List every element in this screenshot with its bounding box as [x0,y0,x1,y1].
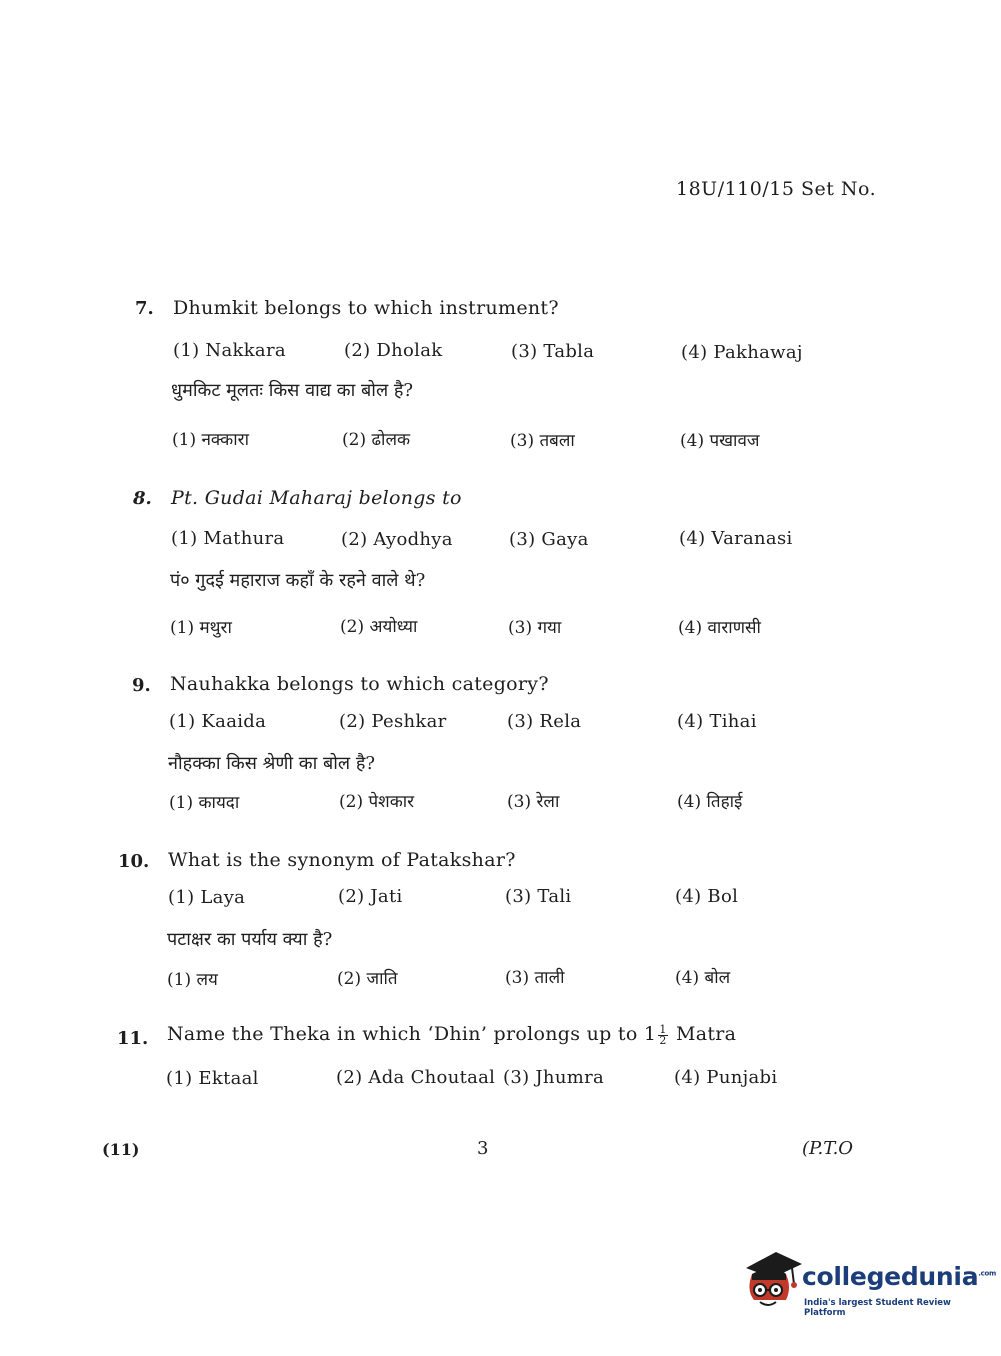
footer-set-code: (11) [102,1140,140,1159]
option-4-en: (4) Punjabi [674,1067,778,1088]
option-3-en: (3) Rela [507,711,582,732]
option-3-en: (3) Tabla [511,341,595,362]
option-1-en: (1) Kaaida [169,711,267,732]
option-4-en: (4) Pakhawaj [681,342,803,363]
fraction [658,1022,667,1047]
logo-domain: .com [978,1269,996,1278]
option-2-hi: (2) ढोलक [342,430,411,450]
option-1-hi: (1) नक्कारा [172,430,249,450]
option-4-hi: (4) पखावज [680,431,760,451]
option-1-en: (1) Mathura [171,528,285,549]
option-2-en: (2) Jati [338,886,403,907]
question-text-hi: पटाक्षर का पर्याय क्या है? [167,929,333,950]
mascot-icon [742,1250,804,1316]
option-1-en: (1) Laya [168,887,246,908]
question-text-en: What is the synonym of Patakshar? [168,849,516,871]
question-text-hi: पं० गुदई महाराज कहाँ के रहने वाले थे? [170,570,426,591]
option-2-hi: (2) पेशकार [339,792,415,812]
question-text-en: Pt. Gudai Maharaj belongs to [171,487,462,509]
option-4-en: (4) Varanasi [679,528,793,549]
logo-wordmark [802,1262,996,1291]
logo-name: collegedunia [802,1262,979,1291]
question-text-en: Nauhakka belongs to which category? [170,673,549,695]
option-1-hi: (1) मथुरा [170,618,232,638]
option-2-hi: (2) जाति [337,969,398,989]
option-4-en: (4) Bol [675,886,739,907]
option-3-hi: (3) तबला [510,431,575,451]
option-4-en: (4) Tihai [677,711,757,732]
option-4-hi: (4) वाराणसी [678,618,761,638]
question-text-part: Matra [669,1023,737,1045]
paper-code: 18U/110/15 Set No. [676,178,877,200]
logo-tagline: India's largest Student Review Platform [804,1298,951,1318]
option-1-en: (1) Ektaal [166,1068,259,1089]
question-number: 9. [132,675,151,696]
question-text-en [167,1023,736,1046]
option-4-hi: (4) तिहाई [677,792,743,812]
option-3-en: (3) Jhumra [503,1067,605,1088]
option-3-hi: (3) ताली [505,968,565,988]
page-number: 3 [477,1138,489,1159]
option-1-hi: (1) कायदा [169,793,240,813]
option-3-en: (3) Tali [505,886,572,907]
collegedunia-logo [742,1250,996,1320]
option-3-en: (3) Gaya [509,529,589,550]
fraction-denominator: 2 [659,1033,667,1047]
question-text-hi: धुमकिट मूलतः किस वाद्य का बोल है? [171,380,414,401]
question-text-part: Name the Theka in which ‘Dhin’ prolongs up to 1 [167,1023,657,1045]
option-1-hi: (1) लय [167,970,218,990]
question-number: 7. [135,298,154,319]
option-4-hi: (4) बोल [675,968,731,988]
question-number: 8. [133,488,152,509]
question-number: 10. [118,851,150,872]
option-3-hi: (3) गया [508,618,562,638]
option-2-hi: (2) अयोध्या [340,617,418,637]
question-text-hi: नौहक्का किस श्रेणी का बोल है? [168,753,376,774]
question-number: 11. [117,1028,149,1049]
option-2-en: (2) Ayodhya [341,529,453,550]
footer-pto: (P.T.O [802,1138,854,1159]
option-3-hi: (3) रेला [507,792,560,812]
option-2-en: (2) Ada Choutaal [336,1067,496,1088]
option-2-en: (2) Dholak [344,340,443,361]
option-1-en: (1) Nakkara [173,340,286,361]
option-2-en: (2) Peshkar [339,711,447,732]
question-text-en: Dhumkit belongs to which instrument? [173,297,559,319]
fraction-numerator: 1 [659,1022,667,1036]
